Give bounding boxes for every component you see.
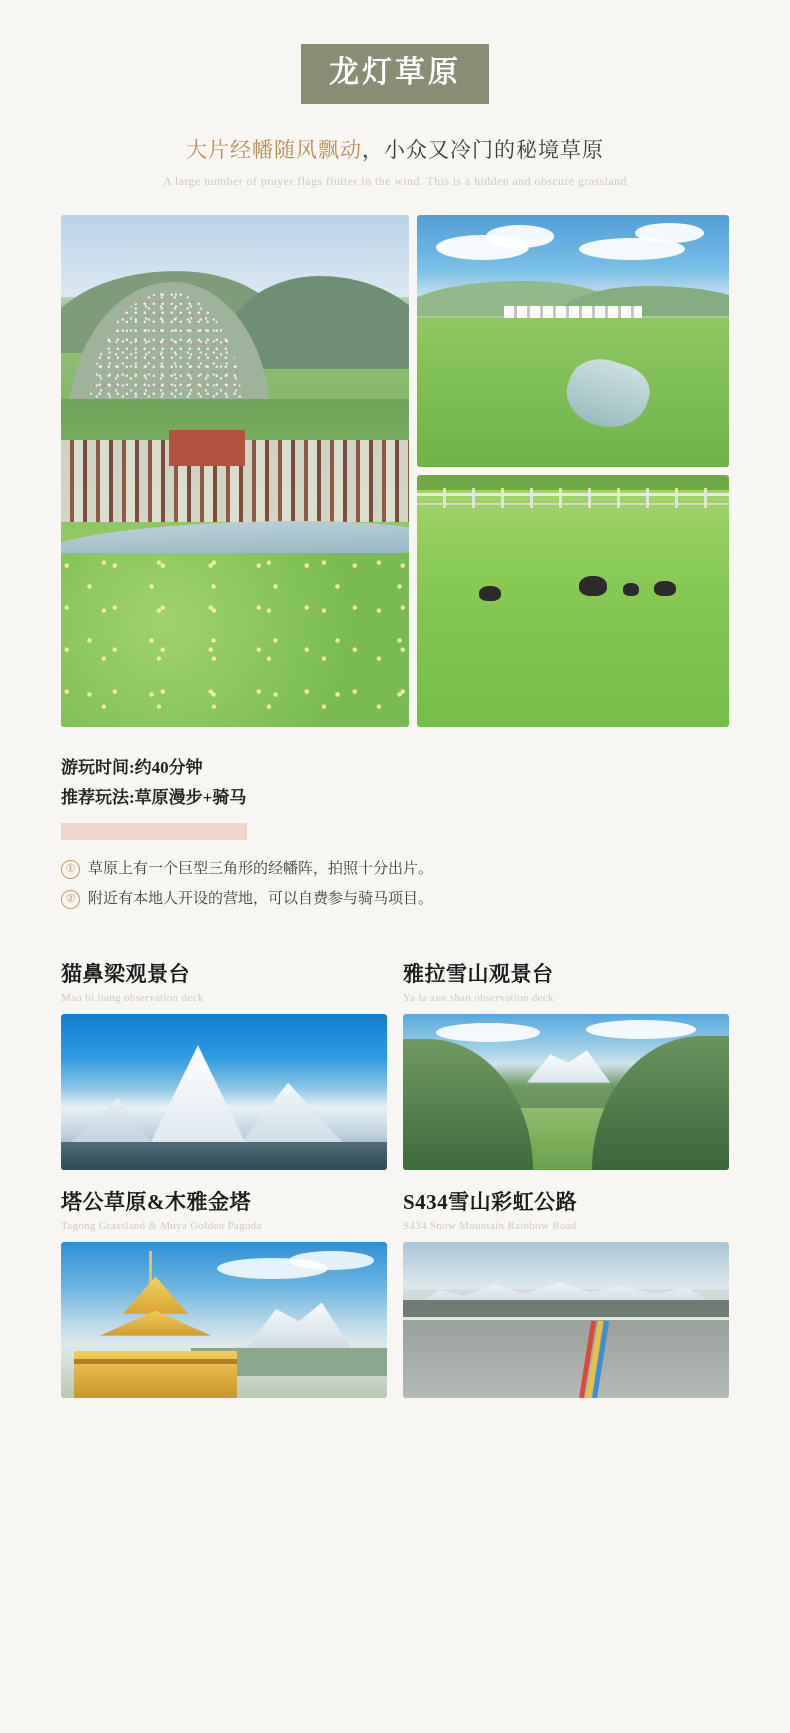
list-item (61, 884, 729, 914)
prayer-flag-hill-village-grassland-photo (61, 215, 409, 727)
pagoda-band (74, 1359, 237, 1364)
gallery-bottom-right-photo (417, 475, 729, 727)
sky-layer (403, 1242, 729, 1289)
pagoda-upper-roof (123, 1276, 188, 1313)
spot-card-tagong-grassland[interactable] (61, 1186, 387, 1398)
fence-rail (417, 493, 729, 496)
gallery-top-right-photo (417, 215, 729, 467)
blue-sky-clouds-grassland-stream-photo (417, 215, 729, 467)
visit-info (61, 753, 729, 914)
spot-title: S434雪山彩虹公路 (403, 1190, 578, 1214)
gallery-main-photo (61, 215, 409, 727)
spot-title: 雅拉雪山观景台 (403, 962, 554, 986)
snow-mountain-shape (501, 1048, 631, 1082)
tip-number-icon: ② (61, 890, 80, 909)
spot-title: 猫鼻梁观景台 (61, 962, 190, 986)
yak-shape (479, 586, 501, 601)
pagoda-spire (149, 1251, 152, 1285)
golden-pagoda-snow-mountain-photo (61, 1242, 387, 1398)
cloud-shape (289, 1251, 374, 1270)
rainbow-road-snow-mountain-photo (403, 1242, 729, 1398)
green-pasture-grazing-yaks-photo (417, 475, 729, 727)
spot-photo (403, 1014, 729, 1170)
fence-posts (417, 488, 729, 508)
spot-subtitle: Tagong Grassland & Muya Golden Pagoda (61, 1220, 262, 1232)
photo-gallery (61, 215, 729, 727)
tip-text: 草原上有一个巨型三角形的经幡阵，拍照十分出片。 (88, 860, 434, 877)
highlight-bar (61, 823, 247, 840)
gallery-side-column (417, 215, 729, 727)
white-houses (504, 306, 641, 319)
snow-mountain-shape (217, 1295, 380, 1348)
left-forest-mountain (403, 1039, 533, 1170)
flower-meadow (61, 553, 409, 727)
fence-rail-2 (417, 503, 729, 505)
spot-photo (61, 1014, 387, 1170)
tip-text: 附近有本地人开设的营地，可以自费参与骑马项目。 (88, 890, 434, 907)
recommended-activity: 推荐玩法:草原漫步+骑马 (61, 788, 247, 807)
header (0, 0, 790, 189)
spot-card-s434-rainbow-road[interactable] (403, 1186, 729, 1398)
nearby-spots-grid (61, 958, 729, 1398)
spot-card-mao-bi-liang[interactable] (61, 958, 387, 1170)
visit-duration: 游玩时间:约40分钟 (61, 758, 203, 777)
cloud-shape (635, 223, 704, 243)
subtitle-english: A large number of prayer flags flutter in the wind. This is a hidden and obscure grassland (163, 174, 627, 188)
spot-photo (61, 1242, 387, 1398)
cloud-shape (486, 225, 555, 248)
subtitle-rest: ，小众又冷门的秘境草原 (362, 139, 604, 162)
snow-peak-blue-sky-photo (61, 1014, 387, 1170)
spot-subtitle: Mao bi liang observation deck (61, 992, 204, 1004)
yak-shape (579, 576, 607, 596)
spot-title: 塔公草原&木雅金塔 (61, 1190, 251, 1214)
guardrail (403, 1317, 729, 1320)
yak-shape (623, 583, 639, 596)
spot-subtitle: S434 Snow Mountain Rainbow Road (403, 1220, 577, 1232)
snow-peak-shape-right (237, 1083, 348, 1149)
dark-ridge (61, 1142, 387, 1170)
yala-snow-mountain-valley-photo (403, 1014, 729, 1170)
pagoda-middle-roof (100, 1311, 211, 1336)
list-item (61, 854, 729, 884)
snow-peak-shape-main (133, 1045, 263, 1142)
cloud-shape (436, 1023, 540, 1042)
tip-number-icon: ① (61, 860, 80, 879)
cloud-shape (586, 1020, 697, 1039)
tips-list (61, 854, 729, 914)
yak-shape (654, 581, 676, 596)
subtitle-highlight: 大片经幡随风飘动 (186, 139, 362, 162)
asphalt-road (403, 1320, 729, 1398)
right-forest-mountain (592, 1036, 729, 1170)
spot-card-ya-la-xue-shan[interactable] (403, 958, 729, 1170)
spot-photo (403, 1242, 729, 1398)
page-title: 龙灯草原 (301, 44, 489, 104)
subtitle (0, 134, 790, 164)
spot-subtitle: Ya la xue shan observation deck (403, 992, 554, 1004)
temple-roof (169, 430, 246, 466)
